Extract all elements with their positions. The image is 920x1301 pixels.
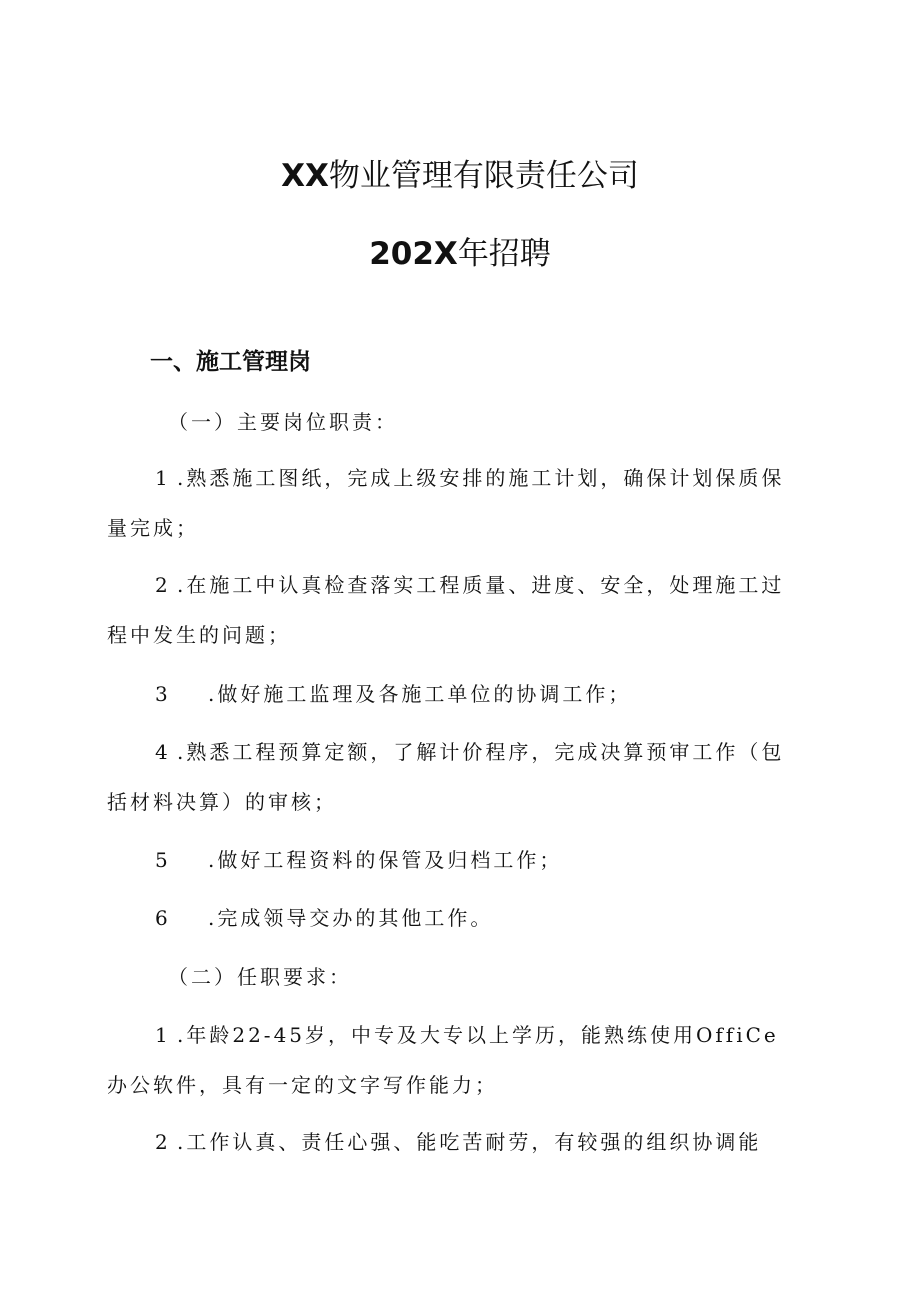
- duty-item-5-text: .做好工程资料的保管及归档工作；: [208, 848, 563, 872]
- duty-item-4-text: .熟悉工程预算定额，了解计价程序，完成决算预审工作（包: [177, 740, 785, 764]
- duty-item-2-line-2: 程中发生的问题；: [107, 623, 291, 647]
- duty-item-1-text: .熟悉施工图纸，完成上级安排的施工计划，确保计划保质保: [177, 466, 785, 490]
- duty-item-6-number: 6: [155, 906, 171, 930]
- duty-item-1-line-1: [155, 464, 784, 492]
- title-company-prefix: XX: [281, 158, 329, 194]
- requirement-item-1-line-1: [155, 1021, 779, 1049]
- requirement-item-1-text: .年龄22-45岁，中专及大专以上学历，能熟练使用OffiCe: [177, 1023, 779, 1047]
- duty-item-5-number: 5: [155, 848, 171, 872]
- duty-item-4-number: 4: [155, 740, 171, 764]
- requirement-item-2-line-1: [155, 1128, 761, 1156]
- duty-item-2-text: .在施工中认真检查落实工程质量、进度、安全，处理施工过: [177, 573, 785, 597]
- title-company-name: 物业管理有限责任公司: [328, 158, 639, 194]
- duty-item-2-number: 2: [155, 573, 171, 597]
- duty-item-3-text: .做好施工监理及各施工单位的协调工作；: [208, 682, 632, 706]
- requirement-item-2-number: 2: [155, 1130, 171, 1154]
- duty-item-1-line-2: 量完成；: [107, 516, 199, 540]
- duty-item-6-text: .完成领导交办的其他工作。: [208, 906, 494, 930]
- duty-item-1-number: 1: [155, 466, 171, 490]
- document-title-company: [0, 150, 920, 195]
- title-recruitment-text: 年招聘: [457, 236, 551, 272]
- title-year: 202X: [369, 236, 458, 272]
- duty-item-6: [155, 904, 493, 932]
- subsection-heading-requirements: （二）任职要求：: [168, 965, 352, 989]
- duty-item-4-line-2: 括材料决算）的审核；: [107, 790, 337, 814]
- duty-item-4-line-1: [155, 738, 784, 766]
- document-title-recruitment: [0, 228, 920, 273]
- duty-item-2-line-1: [155, 571, 784, 599]
- duty-item-3: [155, 680, 631, 708]
- duty-item-3-number: 3: [155, 682, 171, 706]
- section-heading-construction-manager: 一、施工管理岗: [150, 349, 311, 375]
- requirement-item-2-text: .工作认真、责任心强、能吃苦耐劳，有较强的组织协调能: [177, 1130, 762, 1154]
- subsection-heading-duties: （一）主要岗位职责：: [168, 410, 398, 434]
- requirement-item-1-line-2: 办公软件，具有一定的文字写作能力；: [107, 1073, 498, 1097]
- requirement-item-1-number: 1: [155, 1023, 171, 1047]
- duty-item-5: [155, 846, 562, 874]
